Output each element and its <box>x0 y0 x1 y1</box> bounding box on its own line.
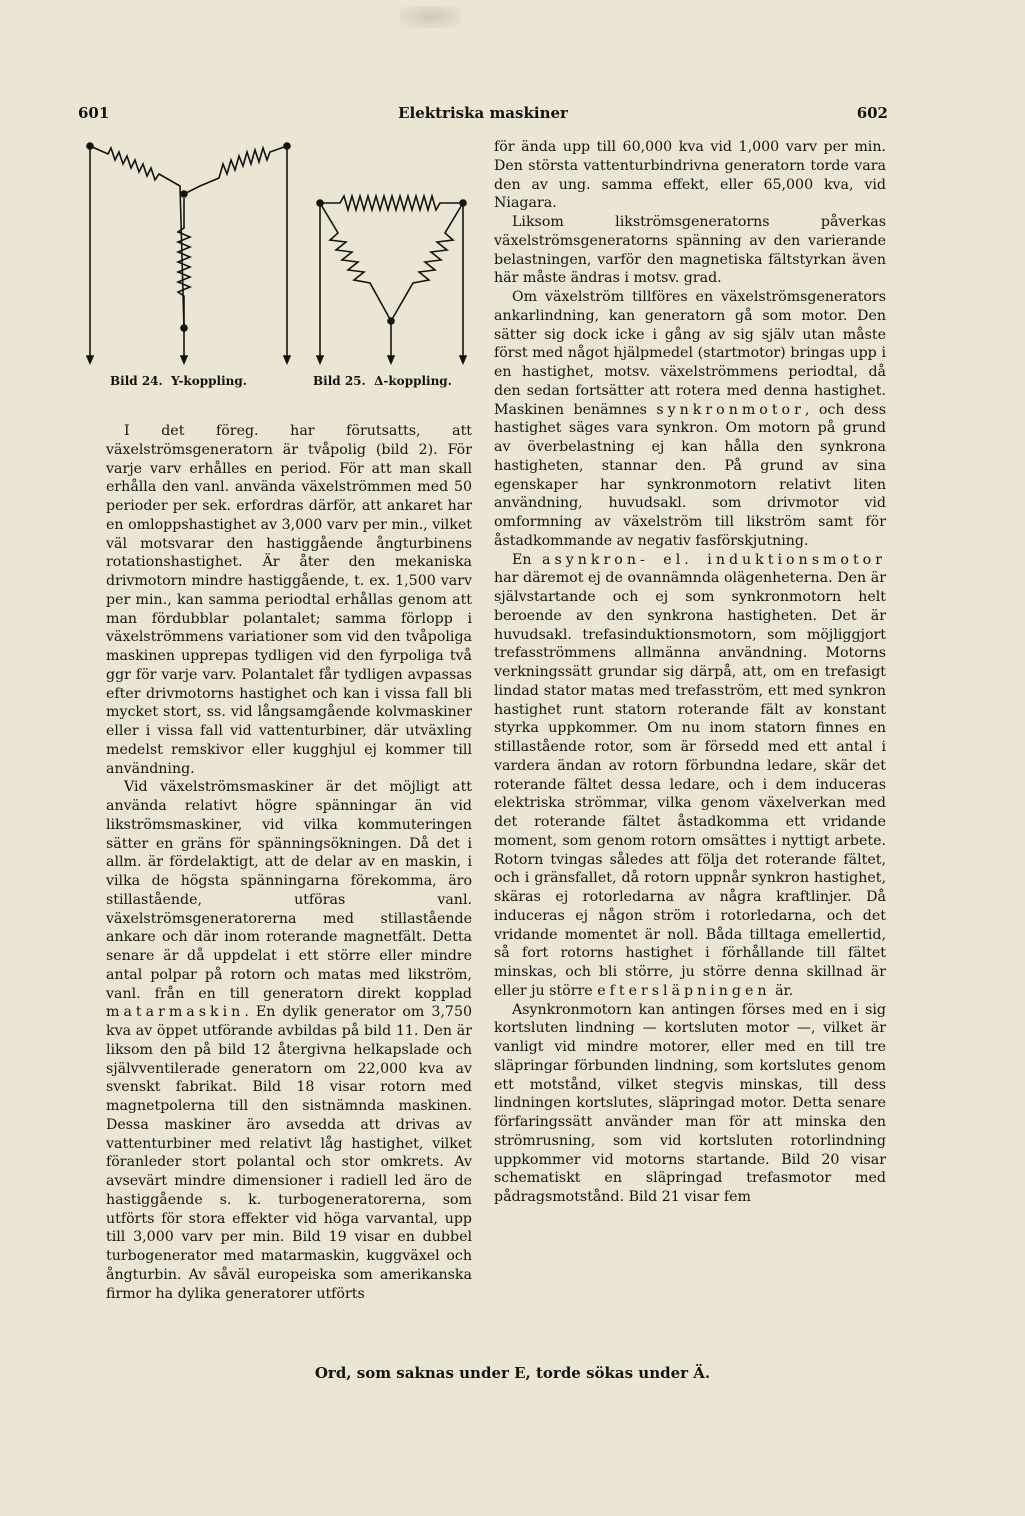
paragraph <box>494 551 886 1001</box>
wiring-diagrams <box>80 138 480 398</box>
spaced-term: matarmaskin <box>106 1004 245 1021</box>
paragraph: för ända upp till 60,000 kva vid 1,000 varv per min. Den största vattenturbindrivna generatorn torde vara den av ung. samma effekt, eller 65,000 kva, vid Niagara. <box>494 139 886 212</box>
figure-24-label: Y-koppling. <box>171 374 247 388</box>
page-number-left: 601 <box>78 104 110 122</box>
text-run: , och dess hastighet säges vara synkron. Om motorn på grund av överbelastning ej kan hålla den synkrona hastigheten, stannar den. På grund av sina egenskaper har synkronmotorn relativt liten användning, huvudsakl. som drivmotor vid omformning av växelström till likström samt för åstadkommande av negativ fasförskjutning. <box>494 401 886 549</box>
paragraph: Liksom likströmsgeneratorns påverkas växelströmsgeneratorns spänning av den varierande belastningen, varför den magnetiska fältstyrkan även här måste ändras i motsv. grad. <box>494 214 886 287</box>
paragraph <box>106 778 472 1303</box>
text-run: är. <box>775 982 794 999</box>
delta-connection-diagram <box>317 196 466 363</box>
spaced-term: synkronmotor <box>656 401 805 418</box>
paper-smudge <box>400 6 460 28</box>
left-column <box>106 422 472 1303</box>
text-run: Vid växelströmsmaskiner är det möjligt att använda relativt högre spänningar än vid likströmsmaskiner, vid vilka kommuteringen sätter en gräns för spänningsökningen. Då det i allm. är fördelaktigt, att de delar av en maskin, i vilka de högsta spänningarna förekomma, äro stillastående, utföras vanl. växelströmsgeneratorerna med stillastående ankare och där inom roterande magnetfält. Detta senare är då uppdelat i ett större eller mindre antal polpar på rotorn och matas med likström, vanl. från en till generatorn direkt kopplad <box>106 779 472 1002</box>
y-connection-diagram <box>87 143 290 363</box>
figure-24-caption <box>110 374 247 388</box>
text-run: En <box>512 551 532 568</box>
figure-25-label: Δ-koppling. <box>374 374 452 388</box>
spaced-term: eftersläpningen <box>597 982 771 999</box>
running-title: Elektriska maskiner <box>398 104 568 122</box>
paragraph: I det föreg. har förutsatts, att växelströmsgeneratorn är tvåpolig (bild 2). För varje varv erhålles en period. För att man skall erhålla den vanl. använda växelströmmen med 50 perioder per sek. erfordras därför, att ankaret har en omloppshastighet av 3,000 varv per min., vilket väl motsvarar den hastiggående ångturbinens rotationshastighet. Är åter den mekaniska drivmotorn mindre hastiggående, t. ex. 1,500 varv per min., kan samma periodtal erhållas genom att man fördubblar polantalet; samma förlopp i växelströmmens variationer som vid den tvåpoliga maskinen upprepas tydligen vid den fyrpoliga två ggr för varje varv. Polantalet får tydligen avpassas efter drivmotorns hastighet och kan i vissa fall bli mycket stort, ss. vid långsamgående kolvmaskiner eller i vissa fall vid vattenturbiner, där utväxling medelst remskivor eller kugghjul ej kommer till användning. <box>106 423 472 777</box>
page-header <box>78 104 888 124</box>
figure-24-number: Bild 24. <box>110 374 163 388</box>
figure-25-number: Bild 25. <box>313 374 366 388</box>
figures <box>80 138 480 398</box>
page-footer: Ord, som saknas under E, torde sökas under Ä. <box>314 1364 711 1382</box>
spaced-term: asynkron- el. induktionsmotor <box>542 551 886 568</box>
paragraph <box>494 288 886 551</box>
figure-25-caption <box>313 374 452 388</box>
paragraph: Asynkronmotorn kan antingen förses med en i sig kortsluten lindning — kortsluten motor —, vilket är vanligt vid mindre motorer, eller med en till tre släpringar förbunden lindning, som kortslutes genom ett motstånd, vilket stegvis minskas, till dess lindningen kortslutes, släpringad motor. Detta senare förfaringssätt använder man för att minska den strömrusning, som vid kortsluten rotorlindning uppkommer vid motorns startande. Bild 20 visar schematiskt en släpringad trefasmotor med pådragsmotstånd. Bild 21 visar fem <box>494 1001 886 1205</box>
right-column <box>494 138 886 1207</box>
text-run: . En dylik generator om 3,750 kva av öppet utförande avbildas på bild 11. Den är liksom den på bild 12 återgivna helkapslade och självventilerade generatorn om 22,000 kva av svenskt fabrikat. Bild 18 visar rotorn med magnetpolerna till den sistnämnda maskinen. Dessa maskiner äro avsedda att drivas av vattenturbiner med relativt låg hastighet, vilket föranleder stort polantal och stor omkrets. Av avsevärt mindre dimensioner i radiell led äro de hastiggående s. k. turbogeneratorerna, som utförts för stora effekter vid höga varvantal, upp till 3,000 varv per min. Bild 19 visar en dubbel turbogenerator med matarmaskin, kuggväxel och ångturbin. Av såväl europeiska som amerikanska firmor ha dylika generatorer utförts <box>106 1004 472 1302</box>
text-run: har däremot ej de ovannämnda olägenheterna. Den är självstartande och ej som synkronmotorn helt beroende av den synkrona hastigheten. Det är huvudsakl. trefasinduktionsmotorn, som möjliggjort trefasströmmens allmänna användning. Motorns verkningssätt grundar sig därpå, att, om en trefasigt lindad stator matas med trefasström, ett med synkron hastighet runt statorn roterande fält av konstant styrka uppkommer. Om nu inom statorn finnes en stillastående rotor, som är försedd med ett antal i vardera ändan av rotorn förbundna ledare, skär det roterande fältet dessa ledare, och i dem induceras elektriska strömmar, vilka genom växelverkan med det roterande fältet åstadkomma ett vridande moment, som genom rotorn omsättes i nyttigt arbete. Rotorn tvingas således att följa det roterande fältet, och i gränsfallet, då rotorn uppnår synkron hastighet, skäras ej rotorledarna av några kraftlinjer. Då induceras ej någon ström i rotorledarna, och det vridande momentet är noll. Båda tilltaga emellertid, så fort rotorns hastighet i förhållande till fältet minskas, och bli större, ju större denna skillnad är eller ju större <box>494 570 886 999</box>
text-run: Om växelström tillföres en växelströmsgenerators ankarlindning, kan generatorn gå som motor. Den sätter sig dock icke i gång av sig själv utan måste först med något hjälpmedel (startmotor) bringas upp i en hastighet, motsv. växelströmmens periodtal, då den sedan fortsätter att rotera med denna hastighet. Maskinen benämnes <box>494 289 886 418</box>
page-number-right: 602 <box>856 104 888 122</box>
